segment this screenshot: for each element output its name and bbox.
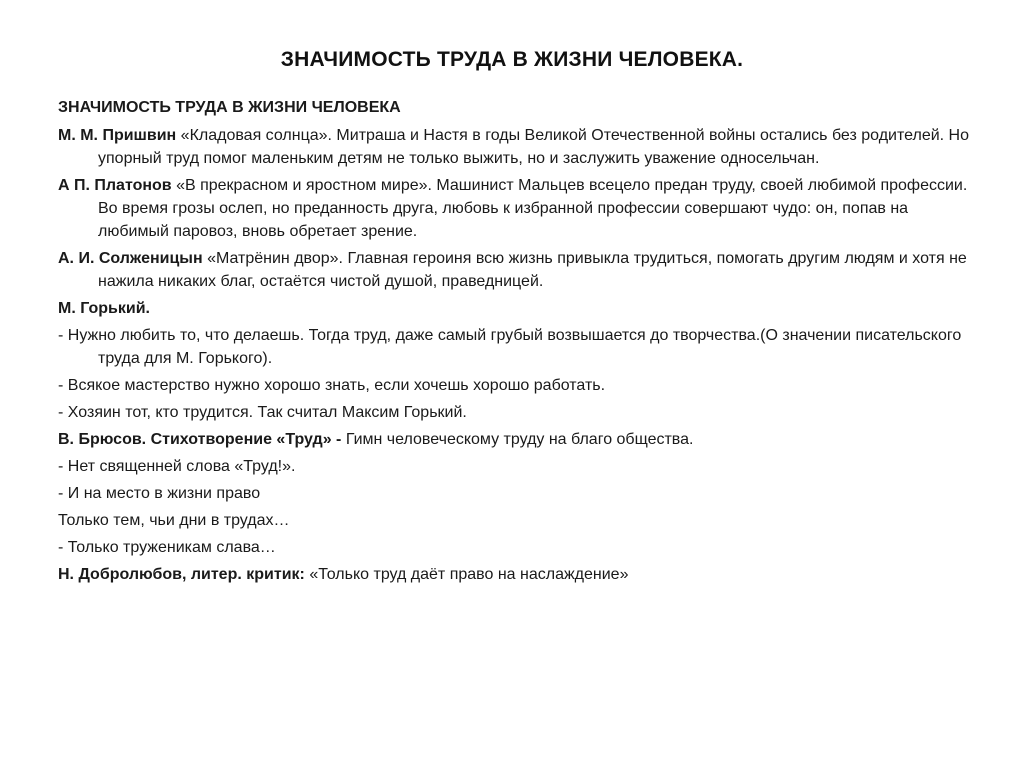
- entry-text: «В прекрасном и яростном мире». Машинист Мальцев всецело предан труду, своей любимой профессии. Во время грозы ослеп, но преданность друга, любовь к избранной профессии совершают чудо: он, попав на любимый паровоз, вновь обретает зрение.: [98, 177, 968, 240]
- entry-bryusov: [58, 428, 978, 451]
- entry-author: Н. Добролюбов, литер. критик:: [58, 566, 305, 583]
- entry-dobrolyubov: [58, 563, 978, 586]
- entry-text: «Матрёнин двор». Главная героиня всю жизнь привыкла трудиться, помогать другим людям и хотя не нажила никаких благ, остаётся чистой душой, праведницей.: [98, 250, 967, 290]
- gorky-quote: - Нужно любить то, что делаешь. Тогда труд, даже самый грубый возвышается до творчества.(О значении писательского труда для М. Горького).: [58, 327, 962, 367]
- entry-author: М. Горький.: [58, 300, 150, 317]
- entry-solzhenitsyn: [58, 247, 978, 293]
- poem-line: Только тем, чьи дни в трудах…: [58, 512, 290, 529]
- entry-author: В. Брюсов. Стихотворение «Труд» -: [58, 431, 342, 448]
- poem-line: - И на место в жизни право: [58, 485, 261, 502]
- content-heading: ЗНАЧИМОСТЬ ТРУДА В ЖИЗНИ ЧЕЛОВЕКА: [58, 99, 401, 116]
- entry-text: Гимн человеческому труду на благо общества.: [341, 431, 694, 448]
- entry-prishvin: [58, 124, 978, 170]
- entry-text: «Только труд даёт право на наслаждение»: [304, 566, 629, 583]
- entry-platonov: [58, 174, 978, 243]
- entry-author: М. М. Пришвин: [58, 127, 177, 144]
- slide-content: [58, 96, 978, 590]
- gorky-quote: - Всякое мастерство нужно хорошо знать, если хочешь хорошо работать.: [58, 377, 606, 394]
- gorky-quote: - Хозяин тот, кто трудится. Так считал Максим Горький.: [58, 404, 467, 421]
- entry-author: А. И. Солженицын: [58, 250, 203, 267]
- entry-gorky: [58, 297, 978, 320]
- slide-title: ЗНАЧИМОСТЬ ТРУДА В ЖИЗНИ ЧЕЛОВЕКА.: [280, 48, 744, 71]
- entry-text: «Кладовая солнца». Митраша и Настя в годы Великой Отечественной войны остались без родителей. Но упорный труд помог маленьким детям не только выжить, но и заслужить уважение односельчан.: [98, 127, 969, 167]
- entry-author: А П. Платонов: [58, 177, 172, 194]
- poem-line: - Только труженикам слава…: [58, 539, 276, 556]
- poem-line: - Нет священней слова «Труд!».: [58, 458, 296, 475]
